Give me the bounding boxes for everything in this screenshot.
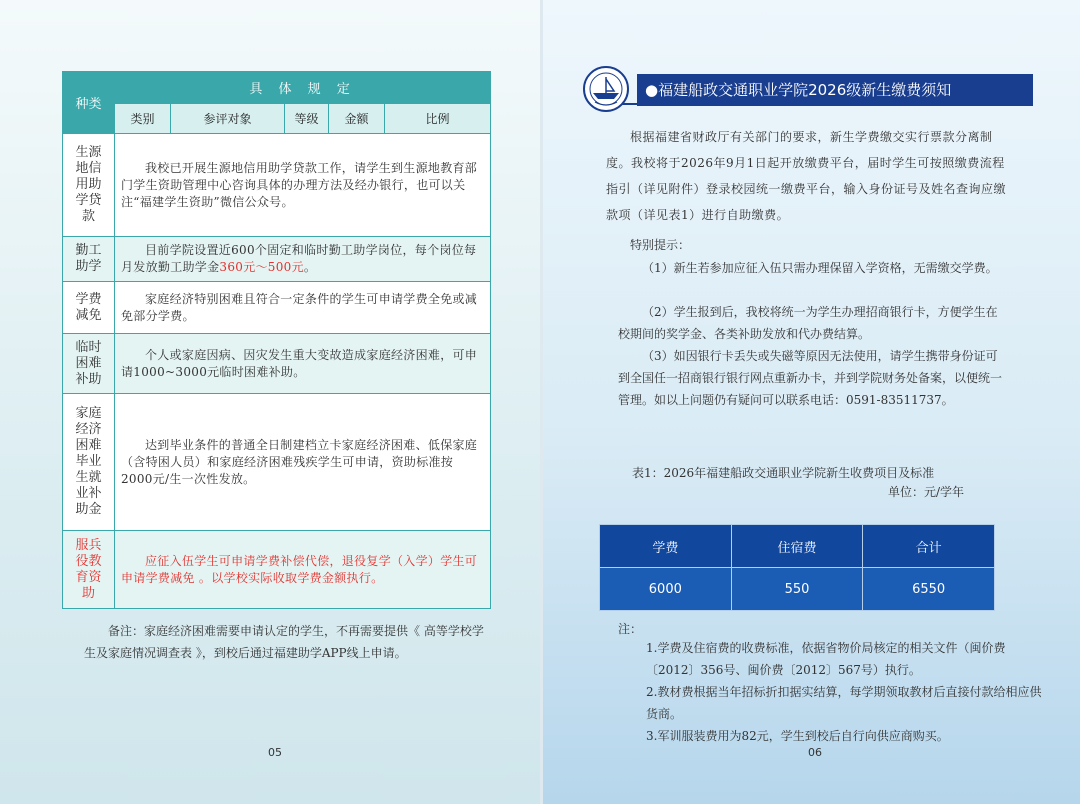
row-category: 勤工助学 <box>63 237 115 282</box>
table-row <box>63 237 491 282</box>
table-row <box>63 134 491 237</box>
subheader-target: 参评对象 <box>171 104 285 134</box>
fee-value-tuition: 6000 <box>600 568 732 611</box>
fee-header-dorm: 住宿费 <box>731 525 863 568</box>
school-logo-icon <box>583 66 629 112</box>
fee-unit: 单位：元/学年 <box>888 485 965 499</box>
row-category: 生源地信用助学贷款 <box>63 134 115 237</box>
subheader-level: 等级 <box>285 104 329 134</box>
tips-title: 特别提示： <box>630 238 691 252</box>
subheader-amount: 金额 <box>329 104 385 134</box>
row-text: 个人或家庭因病、因灾发生重大变故造成家庭经济困难，可申请1000~3000元临时困难补助。 <box>115 334 491 394</box>
notes-title: 注： <box>618 622 643 636</box>
row-text: 达到毕业条件的普通全日制建档立卡家庭经济困难、低保家庭（含特困人员）和家庭经济困难残疾学生可申请，资助标准按2000元/生一次性发放。 <box>115 394 491 531</box>
spec-header: 具 体 规 定 <box>115 72 491 104</box>
fee-header-total: 合计 <box>863 525 995 568</box>
table-row <box>63 282 491 334</box>
table-row <box>63 334 491 394</box>
aid-policy-table <box>62 71 491 609</box>
intro-paragraph: 根据福建省财政厅有关部门的要求，新生学费缴交实行票款分离制度。我校将于2026年9月1日起开放缴费平台，届时学生可按照缴费流程指引（详见附件）登录校园统一缴费平台，输入身份证号及姓名查询应缴款项（详见表1）进行自助缴费。 <box>606 130 1007 222</box>
table-row <box>63 531 491 609</box>
fee-value-total: 6550 <box>863 568 995 611</box>
note-item: 1.学费及住宿费的收费标准，依据省物价局核定的相关文件（闽价费〔2012〕356号、闽价费〔2012〕567号）执行。 <box>646 641 1006 677</box>
row-category: 家庭经济困难毕业生就业补助金 <box>63 394 115 531</box>
tip-item: （3）如因银行卡丢失或失磁等原因无法使用，请学生携带身份证可到全国任一招商银行银行网点重新办卡，并到学院财务处备案，以便统一管理。如以上问题仍有疑问可以联系电话：0591-83511737。 <box>618 349 1003 407</box>
note-item: 2.教材费根据当年招标折扣据实结算，每学期领取教材后直接付款给相应供货商。 <box>646 685 1042 721</box>
subheader-type: 类别 <box>115 104 171 134</box>
fee-value-dorm: 550 <box>731 568 863 611</box>
row-category: 服兵役教育资助 <box>63 531 115 609</box>
category-header: 种类 <box>63 72 115 134</box>
table-row <box>63 394 491 531</box>
page-number-left: 05 <box>268 746 282 759</box>
note-item: 3.军训服装费用为82元，学生到校后自行向供应商购买。 <box>646 729 949 743</box>
right-page <box>540 0 1080 804</box>
row-category: 学费减免 <box>63 282 115 334</box>
row-text: 我校已开展生源地信用助学贷款工作，请学生到生源地教育部门学生资助管理中心咨询具体的办理方法及经办银行，也可以关注“福建学生资助”微信公众号。 <box>115 134 491 237</box>
fee-table-caption: 表1：2026年福建船政交通职业学院新生收费项目及标准 <box>632 466 935 480</box>
fee-table <box>599 524 995 611</box>
wage-highlight: 360元～500元 <box>219 260 304 274</box>
row-text: 家庭经济特别困难且符合一定条件的学生可申请学费全免或减免部分学费。 <box>115 282 491 334</box>
notice-title-banner: ●福建船政交通职业学院2026级新生缴费须知 <box>637 74 1033 106</box>
row-category: 临时困难补助 <box>63 334 115 394</box>
left-note: 备注：家庭经济困难需要申请认定的学生，不再需要提供《 高等学校学生及家庭情况调查表 》，到校后通过福建助学APP线上申请。 <box>84 624 484 660</box>
subheader-ratio: 比例 <box>385 104 491 134</box>
fee-header-tuition: 学费 <box>600 525 732 568</box>
tip-item: （2）学生报到后，我校将统一为学生办理招商银行卡，方便学生在校期间的奖学金、各类补助发放和代办费结算。 <box>618 305 998 341</box>
title-underline <box>622 103 1033 105</box>
row-text: 应征入伍学生可申请学费补偿代偿，退役复学（入学）学生可申请学费减免 。以学校实际收取学费金额执行。 <box>115 531 491 609</box>
row-text: 目前学院设置近600个固定和临时勤工助学岗位，每个岗位每月发放勤工助学金360元～500元。 <box>115 237 491 282</box>
page-number-right: 06 <box>808 746 822 759</box>
tip-item: （1）新生若参加应征入伍只需办理保留入学资格，无需缴交学费。 <box>642 261 998 275</box>
